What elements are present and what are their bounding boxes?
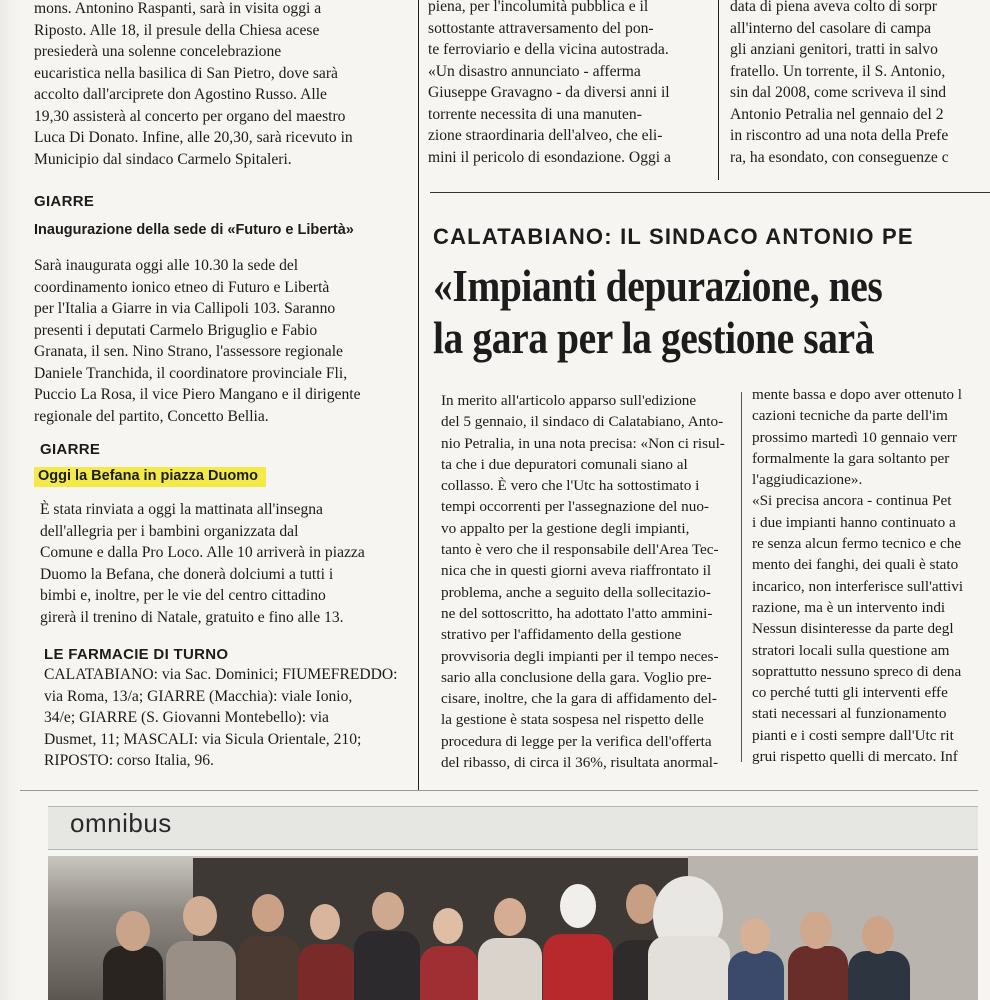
article-column-rule [741, 392, 742, 762]
text-line: In merito all'articolo apparso sull'edizione [441, 392, 697, 409]
text-line: in riscontro ad una nota della Prefe [730, 127, 949, 144]
text-line: gli anziani genitori, tratti in salvo [730, 41, 938, 58]
text-line: «Si precisa ancora - continua Pet [752, 492, 952, 510]
text-line: cisare, inoltre, che la gara di affidamento del- [441, 690, 717, 708]
text-line: 19,30 assisterà al concerto per organo del maestro [34, 107, 346, 125]
text-line: del ribasso, di circa il 36%, risultata anormal- [441, 754, 719, 772]
text-line: Dusmet, 11; MASCALI: via Sicula Orientale, 210; [44, 730, 362, 748]
omnibus-band [48, 806, 978, 850]
text-line: collasso. È vero che l'Utc ha sottostimato i [441, 477, 700, 495]
text-line: «Un disastro annunciato - afferma [428, 62, 641, 80]
text-line: te ferroviario e della vicina autostrada. [428, 41, 669, 58]
text-line: grui rispetto quelli di mercato. Inf [752, 748, 958, 766]
text-line: razione, ma è un intervento indi [752, 598, 946, 616]
text-line: Daniele Tranchida, il coordinatore provinciale Fli, [34, 364, 348, 382]
text-line: Luca Di Donato. Infine, alle 20,30, sarà ricevuto in [34, 129, 353, 146]
text-line: sario alla conclusione della gara. Voglio pre- [441, 668, 712, 686]
highlighted-title: Oggi la Befana in piazza Duomo [34, 467, 266, 487]
text-line: pianti e i costi sempre dall'Utc rit [752, 726, 954, 744]
text-line: sin dal 2008, come scriveva il sind [730, 84, 947, 101]
text-line: È stata rinviata a oggi la mattinata all'insegna [40, 501, 323, 518]
text-line: cazioni tecniche da parte dell'im [752, 407, 948, 425]
text-line: nica che in questi giorni aveva riaffrontato il [441, 562, 712, 580]
text-line: Municipio dal sindaco Carmelo Spitaleri. [34, 150, 292, 168]
text-line: re senza alcun fermo tecnico e che [752, 535, 962, 553]
text-line: data di piena aveva colto di sorpr [730, 0, 937, 15]
article-top-rule [430, 192, 990, 193]
text-line: strativo per l'affidamento della gestione [441, 626, 682, 644]
text-line: sottostante attraversamento del pon- [428, 19, 654, 37]
column-rule-mid [718, 0, 719, 180]
article-headline [433, 260, 915, 364]
text-line: dell'allegria per i bambini organizzata dal [40, 522, 299, 540]
article-kicker: CALATABIANO: IL SINDACO ANTONIO PE [433, 224, 914, 249]
text-line: del 5 gennaio, il sindaco di Calatabiano, Anto- [441, 413, 724, 431]
mid-column-top [428, 0, 710, 168]
text-line: piena, per l'incolumità pubblica e il [428, 0, 649, 15]
text-line: per l'Italia a Giarre in via Callipoli 103. Saranno [34, 300, 336, 317]
text-line: Duomo la Befana, che donerà dolciumi a tutti i [40, 565, 334, 583]
text-line: la gestione è stata sospesa nel rispetto delle [441, 711, 704, 729]
section-title-befana [40, 468, 266, 484]
text-line: co perché tutti gli interventi effe [752, 684, 948, 702]
text-line: mini il pericolo di esondazione. Oggi a [428, 148, 671, 166]
text-line: fratello. Un torrente, il S. Antonio, [730, 62, 946, 80]
text-line: l'aggiudicazione». [752, 471, 863, 489]
text-line: soprattutto nessuno spreco di dena [752, 662, 962, 680]
text-line: zione straordinaria dell'alveo, che eli- [428, 127, 663, 144]
text-line: Sarà inaugurata oggi alle 10.30 la sede del [34, 257, 299, 274]
text-line: RIPOSTO: corso Italia, 96. [44, 752, 214, 769]
text-line: provvisoria degli impianti per il tempo neces- [441, 647, 719, 665]
text-line: regionale del partito, Concetto Bellia. [34, 407, 269, 425]
text-line: presiederà una solenne concelebrazione [34, 43, 282, 60]
text-line: Puccio La Rosa, il vice Piero Mangano e il dirigente [34, 386, 361, 403]
text-line: vo appalto per la gestione degli impianti, [441, 519, 690, 537]
text-line: CALATABIANO: via Sac. Dominici; FIUMEFREDDO: [44, 666, 398, 683]
text-line: mento dei fanghi, dei quali è stato [752, 556, 959, 574]
omnibus-top-rule [20, 790, 978, 791]
text-line: mente bassa e dopo aver ottenuto l [752, 386, 963, 403]
text-line: Riposto. Alle 18, il presule della Chiesa acese [34, 21, 320, 39]
group-photo [48, 856, 978, 1000]
text-line: 34/e; GIARRE (S. Giovanni Montebello): via [44, 709, 329, 726]
text-line: via Roma, 13/a; GIARRE (Macchia): viale Ionio, [44, 687, 353, 705]
left-column-top [34, 0, 410, 170]
text-line: procedura di legge per la verifica dell'offerta [441, 732, 712, 750]
column-rule-left [418, 0, 419, 790]
text-line: Giuseppe Gravagno - da diversi anni il [428, 84, 670, 101]
text-line: Comune e dalla Pro Loco. Alle 10 arriverà in piazza [40, 544, 365, 561]
text-line: prossimo martedì 10 gennaio verr [752, 428, 957, 446]
text-line: stati necessari al funzionamento [752, 705, 947, 723]
text-line: Nessun disinteresse da parte degl [752, 620, 954, 638]
right-column-top [730, 0, 990, 168]
text-line: ra, ha esondato, con conseguenze c [730, 148, 949, 166]
text-line: accolto dall'arciprete don Agostino Russo. Alle [34, 86, 327, 103]
omnibus-label: omnibus [70, 808, 172, 838]
article-column-b [752, 384, 990, 767]
section-kicker-befana: GIARRE [40, 441, 101, 458]
text-line: torrente necessita di una manuten- [428, 105, 642, 123]
text-line: Granata, il sen. Nino Strano, l'assessore regionale [34, 343, 343, 360]
text-line: nio Petralia, in una nota precisa: «Non ci risul- [441, 434, 725, 452]
text-line: «Impianti depurazione, nes [433, 260, 883, 311]
section-kicker-farmacie: LE FARMACIE DI TURNO [44, 646, 229, 663]
article-column-a [441, 390, 731, 773]
section-kicker-futuro: GIARRE [34, 193, 95, 210]
text-line: ne del sottoscritto, ha adottato l'atto ammini- [441, 604, 713, 622]
text-line: stratori locali sulla questione am [752, 641, 950, 659]
text-line: ta che i due depuratori comunali siano al [441, 455, 688, 473]
text-line: mons. Antonino Raspanti, sarà in visita oggi a [34, 0, 322, 17]
scan-edge-shadow [0, 0, 22, 1000]
section-body-befana [40, 499, 410, 628]
text-line: eucaristica nella basilica di San Pietro, dove sarà [34, 64, 338, 82]
text-line: tempi occorrenti per l'assegnazione del nuo- [441, 498, 709, 516]
text-line: bimbi e, inoltre, per le vie del centro cittadino [40, 587, 326, 604]
text-line: problema, anche a seguito della sollecitazio- [441, 583, 711, 601]
text-line: Antonio Petralia nel gennaio del 2 [730, 105, 944, 123]
text-line: tanto è vero che il responsabile dell'Area Tec- [441, 541, 719, 559]
text-line: all'interno del casolare di campa [730, 19, 932, 37]
section-body-farmacie [44, 664, 410, 772]
section-title-futuro: Inaugurazione della sede di «Futuro e Libertà» [34, 222, 354, 238]
text-line: i due impianti hanno continuato a [752, 513, 956, 531]
section-body-futuro [34, 255, 410, 427]
text-line: la gara per la gestione sarà [433, 312, 875, 363]
text-line: formalmente la gara soltanto per [752, 449, 950, 467]
text-line: girerà il trenino di Natale, gratuito e fino alle 13. [40, 608, 344, 626]
text-line: incarico, non interferisce sull'attivi [752, 577, 964, 595]
text-line: presenti i deputati Carmelo Briguglio e Fabio [34, 321, 318, 339]
text-line: coordinamento ionico etneo di Futuro e Libertà [34, 278, 330, 296]
